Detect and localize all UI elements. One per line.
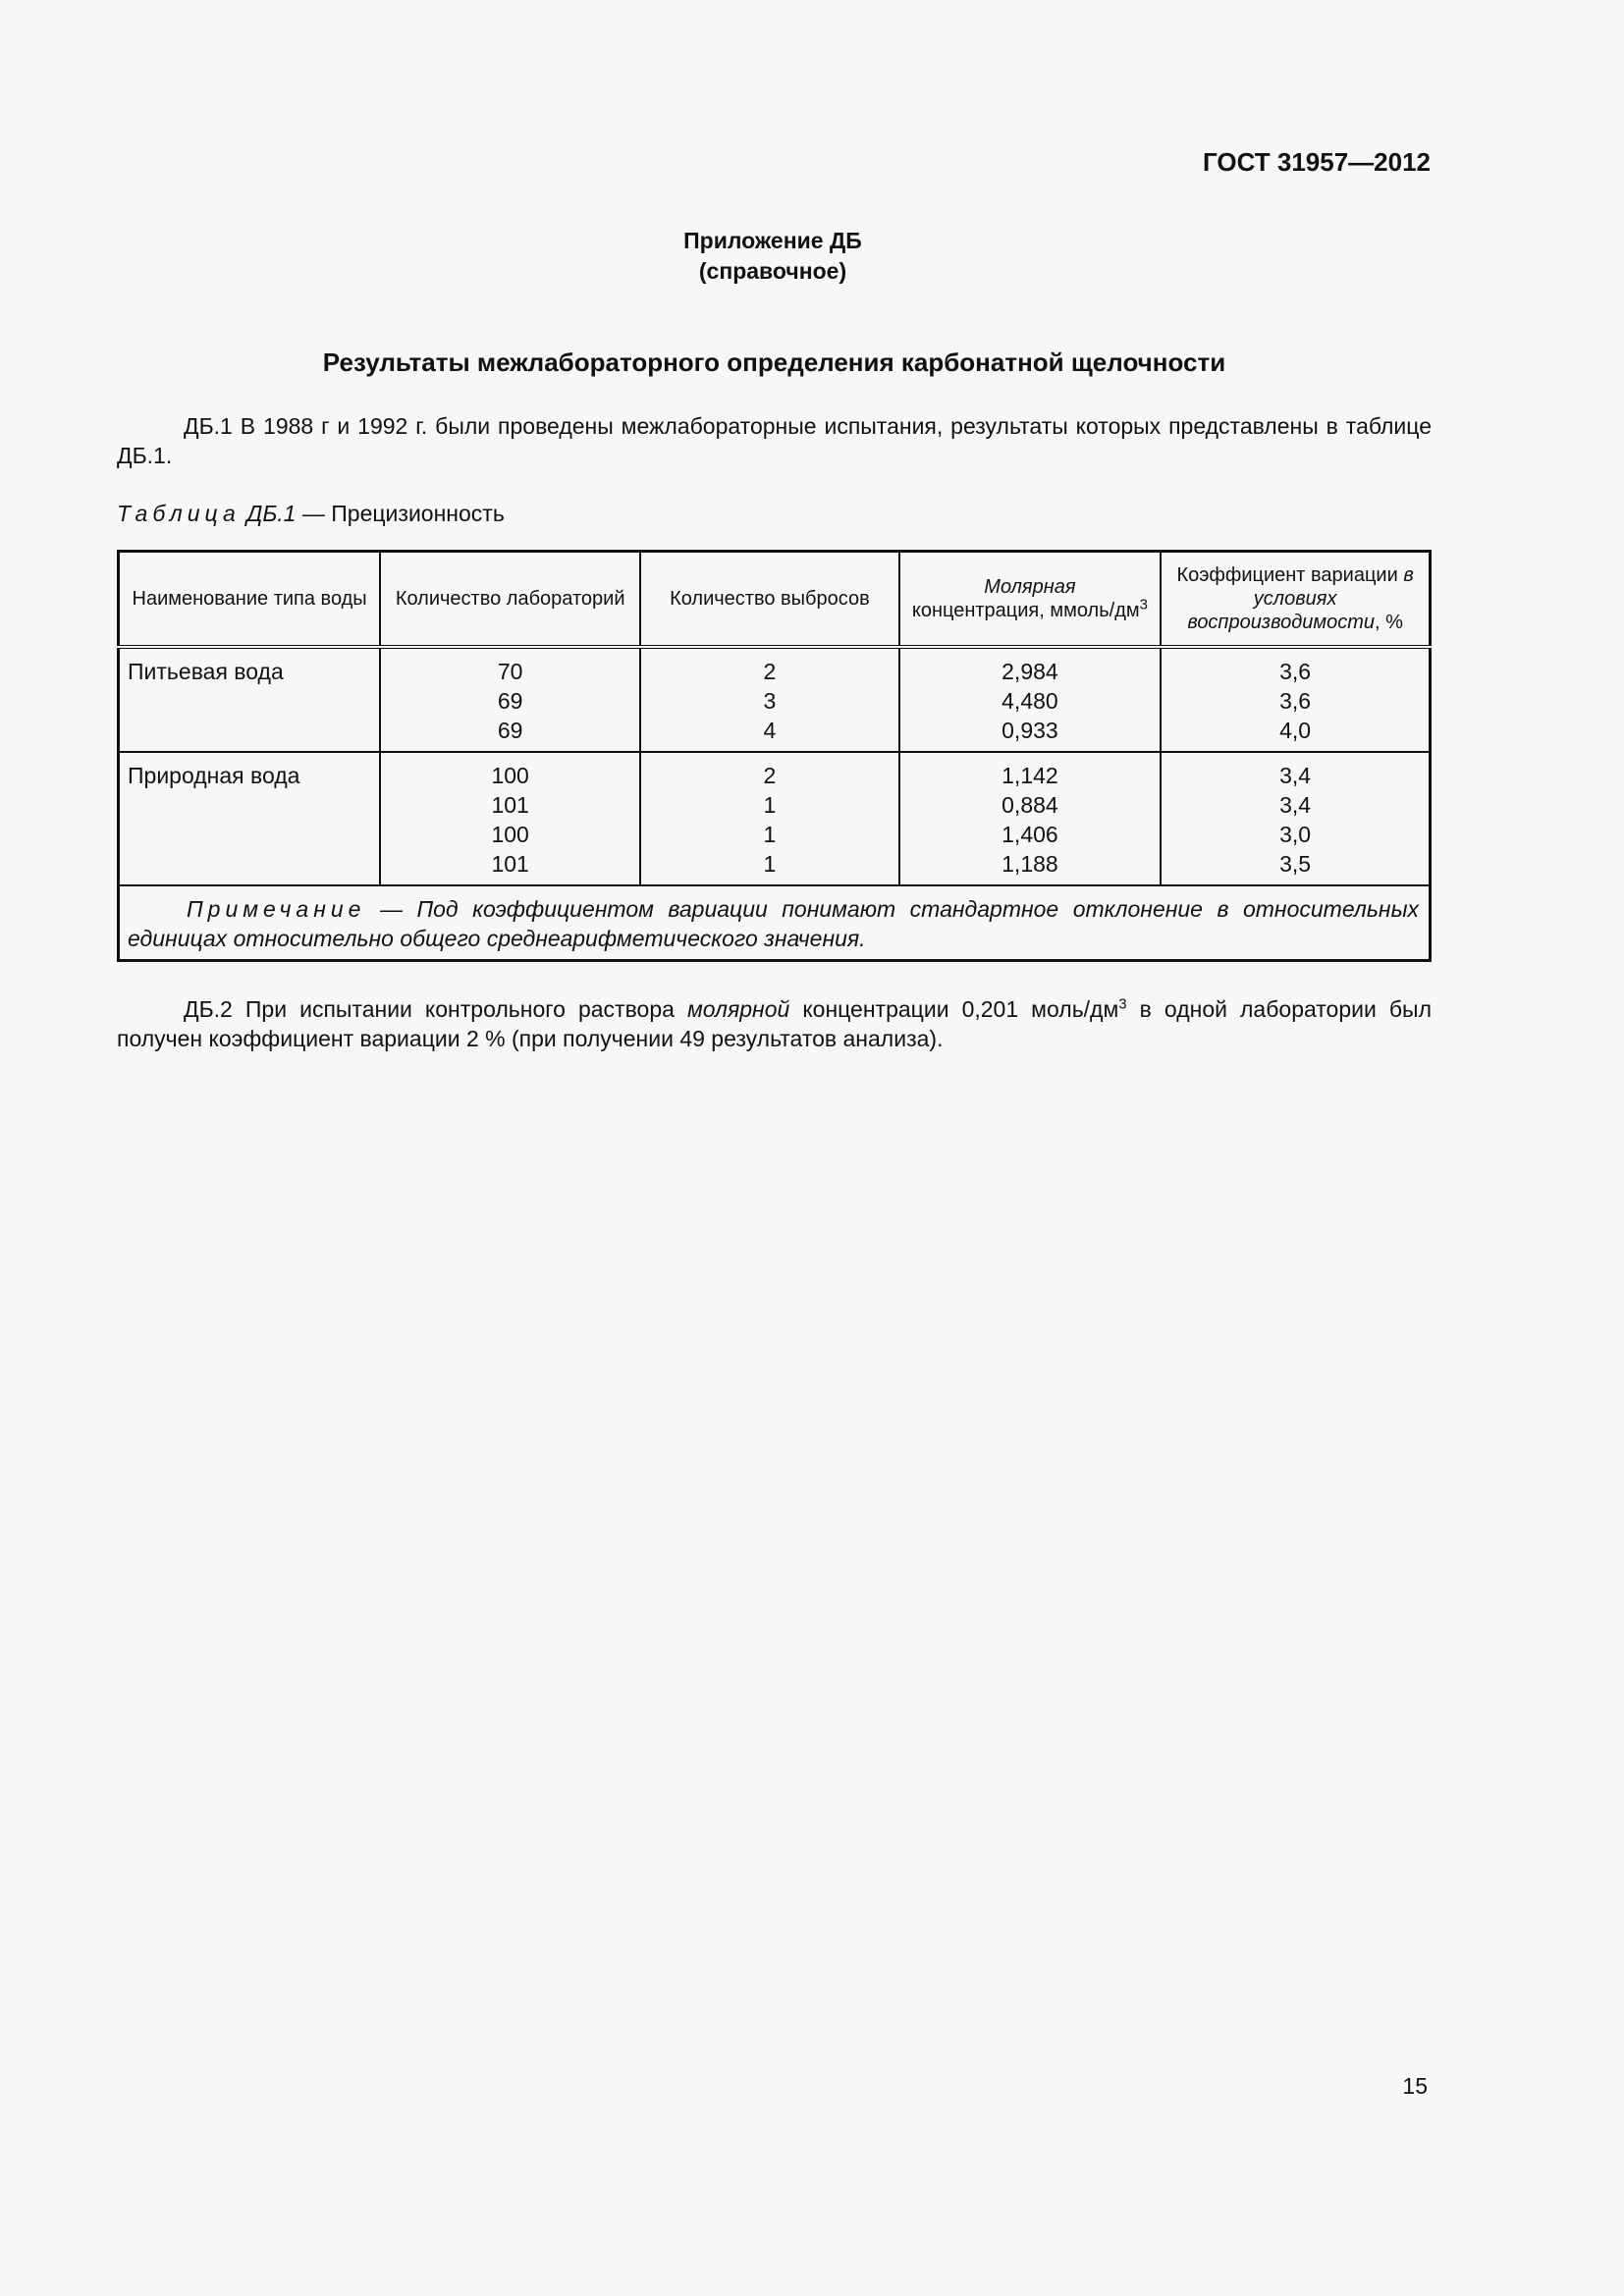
cell-concentrations — [899, 752, 1162, 885]
cell-value: 100 — [491, 763, 529, 788]
appendix-subtitle: (справочное) — [698, 258, 847, 284]
cell-value: 1 — [763, 851, 777, 877]
cell-lab-counts — [380, 752, 640, 885]
header-molar-word: Молярная — [984, 576, 1076, 598]
page-number: 15 — [1402, 2073, 1428, 2099]
header-cv-unit: , % — [1375, 612, 1403, 633]
cell-concentrations — [899, 647, 1162, 752]
cell-value: 1,406 — [1001, 822, 1058, 847]
table-header-row — [119, 552, 1431, 648]
cell-outliers — [640, 647, 898, 752]
cell-value: 3 — [763, 688, 777, 714]
cell-value: 4 — [763, 718, 777, 743]
header-outlier-count: Количество выбросов — [640, 552, 898, 648]
table-caption-prefix: Таблица — [117, 501, 241, 526]
appendix-title-block — [0, 226, 1545, 287]
header-water-type: Наименование типа воды — [119, 552, 381, 648]
cell-value: 3,6 — [1279, 688, 1312, 714]
table-caption-title: — Прецизионность — [296, 501, 505, 526]
paragraph-db1: ДБ.1 В 1988 г и 1992 г. были проведены межлабораторные испытания, результаты которых представлены в таблице ДБ.1. — [117, 413, 1432, 468]
cell-value: 3,4 — [1279, 763, 1312, 788]
section-heading: Результаты межлабораторного определения карбонатной щелочности — [322, 347, 1226, 377]
cell-water-type: Природная вода — [119, 752, 381, 885]
cell-value: 0,933 — [1001, 718, 1058, 743]
cell-value: 3,5 — [1279, 851, 1312, 877]
table-note-row — [119, 885, 1431, 961]
cell-value: 3,6 — [1279, 659, 1312, 684]
cell-value: 0,884 — [1001, 792, 1058, 818]
cell-lab-counts — [380, 647, 640, 752]
cell-value: 69 — [497, 718, 523, 743]
cell-value: 3,4 — [1279, 792, 1312, 818]
appendix-title: Приложение ДБ — [683, 228, 862, 253]
para2-part-c: в одной лаборатории был получен коэффициент вариации 2 % (при получении 49 результатов анализа). — [117, 996, 1432, 1051]
note-label: Примечание — [187, 896, 366, 922]
cell-variation-coefficients — [1161, 647, 1430, 752]
para2-exponent: 3 — [1118, 995, 1127, 1013]
cell-value: 2 — [763, 763, 777, 788]
table-note — [119, 885, 1431, 961]
cell-value: 1 — [763, 822, 777, 847]
table-caption-id: ДБ.1 — [246, 501, 297, 526]
cell-value: 70 — [497, 659, 523, 684]
para2-italic: молярной — [686, 996, 790, 1022]
cell-value: 2 — [763, 659, 777, 684]
precision-table — [117, 550, 1432, 962]
para2-part-b: концентрации 0,201 моль/дм — [789, 996, 1119, 1022]
header-variation-coefficient — [1161, 552, 1430, 648]
cell-value: 3,0 — [1279, 822, 1312, 847]
header-concentration-unit: концентрация, ммоль/дм — [911, 600, 1140, 621]
cell-value: 2,984 — [1001, 659, 1058, 684]
para2-part-a: ДБ.2 При испытании контрольного раствора — [184, 996, 687, 1022]
cell-variation-coefficients — [1161, 752, 1430, 885]
cell-value: 1,188 — [1001, 851, 1058, 877]
cell-value: 1,142 — [1001, 763, 1058, 788]
cell-value: 100 — [491, 822, 529, 847]
note-text: — Под коэффициентом вариации понимают стандартное отклонение в относительных единицах относительно общего среднеарифметического значения. — [128, 896, 1419, 951]
document-code: ГОСТ 31957—2012 — [1203, 147, 1431, 177]
table-row — [119, 647, 1431, 752]
cell-water-type: Питьевая вода — [119, 647, 381, 752]
cell-value: 4,480 — [1001, 688, 1058, 714]
cell-value: 101 — [491, 851, 529, 877]
header-cv-conditions: в условиях воспроизводимости — [1187, 564, 1414, 633]
cell-value: 4,0 — [1279, 718, 1312, 743]
cell-value: 101 — [491, 792, 529, 818]
cell-outliers — [640, 752, 898, 885]
header-cv-text: Коэффициент вариации — [1176, 564, 1404, 586]
table-row — [119, 752, 1431, 885]
header-lab-count: Количество лабораторий — [380, 552, 640, 648]
header-unit-exponent: 3 — [1139, 596, 1148, 614]
table-caption — [117, 501, 505, 527]
header-molar-concentration — [899, 552, 1162, 648]
paragraph-db2 — [117, 994, 1432, 1053]
cell-value: 69 — [497, 688, 523, 714]
cell-value: 1 — [763, 792, 777, 818]
